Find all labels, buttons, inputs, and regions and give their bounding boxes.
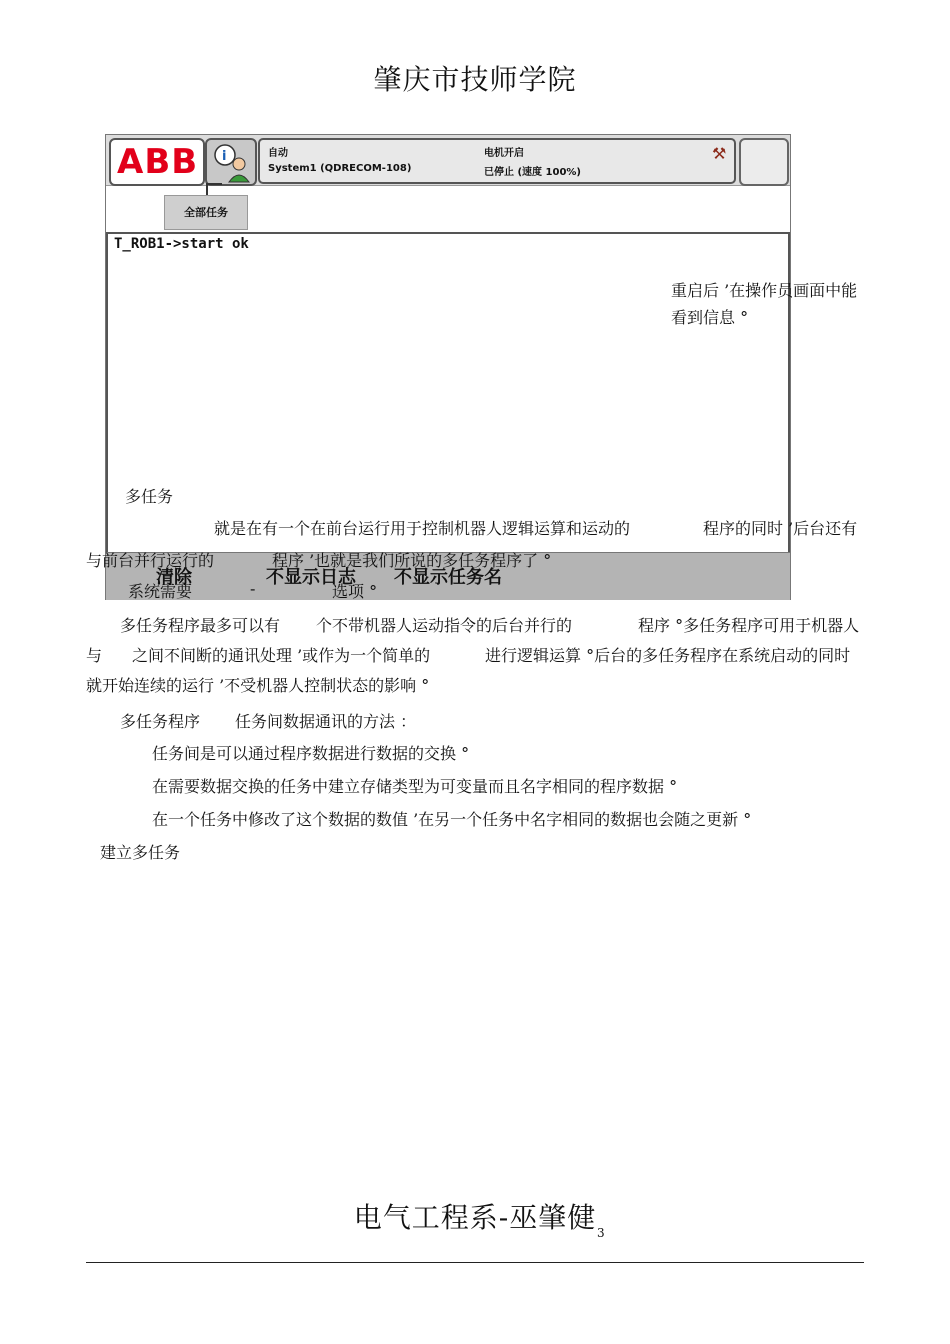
para1-line1b: 程序的同时 ’后台还有: [703, 519, 858, 538]
para3-a: 多任务程序: [120, 712, 201, 731]
status-mode: 自动: [268, 148, 288, 159]
status-state: 已停止 (速度 100%): [484, 167, 581, 178]
tab-all-tasks[interactable]: 全部任务: [164, 195, 248, 230]
status-motor: 电机开启: [484, 148, 524, 159]
operator-info-icon[interactable]: [205, 138, 257, 186]
svg-text:i: i: [222, 149, 227, 164]
status-system: System1 (QDRECOM-108): [268, 163, 412, 174]
pendant-topbar: [106, 135, 790, 186]
note-line-2: 看到信息 °: [671, 308, 749, 327]
bullet-3: 在一个任务中修改了这个数据的数值 ’在另一个任务中名字相同的数据也会随之更新 °: [152, 810, 752, 829]
clear-button[interactable]: 清除: [156, 567, 192, 588]
hide-task-names-button[interactable]: 不显示任务名: [394, 567, 502, 588]
para2-line2c: 进行逻辑运算 °后台的多任务程序在系统启动的同时: [485, 646, 851, 665]
page-footer-title: 电气工程系-巫肇健: [353, 1201, 597, 1234]
para2-line1b: 个不带机器人运动指令的后台并行的: [316, 616, 573, 635]
page-number: 3: [597, 1226, 605, 1240]
para2-line1c: 程序 °多任务程序可用于机器人: [638, 616, 860, 635]
para1-line3c: 选项 °: [332, 582, 378, 601]
heading-multitask: 多任务: [125, 487, 174, 506]
bullet-1: 任务间是可以通过程序数据进行数据的交换 °: [152, 744, 470, 763]
bullet-2: 在需要数据交换的任务中建立存储类型为可变量而且名字相同的程序数据 °: [152, 777, 678, 796]
hide-log-button[interactable]: 不显示日志: [266, 567, 356, 588]
footer-divider: [86, 1262, 864, 1263]
para1-line1: 就是在有一个在前台运行用于控制机器人逻辑运算和运动的: [214, 519, 631, 538]
log-line: T_ROB1->start ok: [114, 236, 249, 252]
tab-connector-h: [206, 183, 222, 185]
note-line-1: 重启后 ’在操作员画面中能: [671, 281, 858, 300]
para2-line3: 就开始连续的运行 ’不受机器人控制状态的影响 °: [86, 676, 430, 695]
para3-b: 任务间数据通讯的方法 ：: [235, 712, 417, 731]
para2-line1a: 多任务程序最多可以有: [120, 616, 281, 635]
para2-line2a: 与: [86, 646, 103, 665]
heading-create-multitask: 建立多任务: [100, 843, 181, 862]
para1-line2b: 程序 ’也就是我们所说的多任务程序了 °: [272, 551, 552, 570]
status-panel[interactable]: [258, 138, 736, 184]
para1-line2a: 与前台并行运行的: [86, 551, 215, 570]
close-panel-button[interactable]: [739, 138, 789, 186]
page-header-title: 肇庆市技师学院: [373, 63, 577, 96]
robot-arm-icon: ⚒: [712, 144, 727, 163]
abb-logo[interactable]: [109, 138, 205, 186]
para2-line2b: 之间不间断的通讯处理 ’或作为一个简单的: [132, 646, 431, 665]
para1-line3a: 系统需要: [128, 582, 193, 601]
para1-line3b: -: [250, 579, 256, 598]
abb-logo-text: ABB: [117, 142, 199, 182]
